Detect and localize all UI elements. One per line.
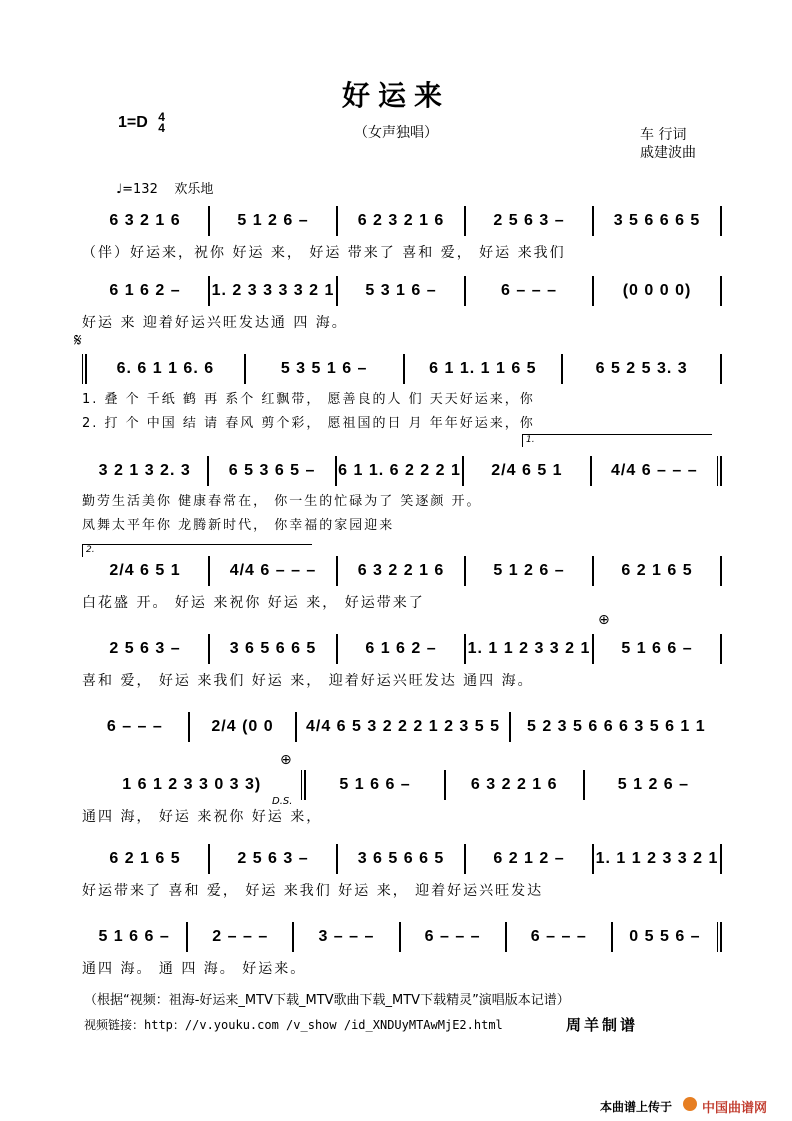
- score-row-10: [82, 924, 722, 950]
- lyric-line: 好运带来了 喜和 爱， 好运 来我们 好运 来， 迎着好运兴旺发达: [82, 883, 544, 899]
- score-row-8: [82, 772, 722, 798]
- lyric-line-verse-1: 勤劳生活美你 健康春常在， 你一生的忙碌为了 笑逐颜 开。: [82, 494, 482, 509]
- measure: 5 2 3 5 6 6 6 3 5 6 1 1: [526, 718, 706, 735]
- composer-credit: 戚建波曲: [640, 145, 696, 161]
- measure: 1. 2 3 3 3 3 2 1: [211, 282, 335, 299]
- credits: [640, 126, 696, 162]
- lyricist-credit: 车 行词: [640, 127, 687, 143]
- score-row-9: [82, 846, 722, 872]
- measure: 6 3 2 2 1 6: [357, 562, 445, 579]
- key-label: 1=D: [118, 114, 148, 132]
- measure: 3 2 1 3 2. 3: [98, 462, 191, 479]
- site-brand-name[interactable]: 中国曲谱网: [702, 1101, 768, 1116]
- song-subtitle: （女声独唱）: [354, 125, 438, 141]
- measure: 4/4 6 – – –: [611, 462, 698, 479]
- measure: 6 3 2 2 1 6: [470, 776, 558, 793]
- dal-segno-mark: D.S.: [272, 796, 293, 807]
- video-link[interactable]: 视频链接：http：//v.youku.com /v_show /id_XNDUyMTAwMjE2.html: [84, 1018, 503, 1032]
- measure: 6 – – –: [106, 718, 163, 735]
- lyric-line: 喜和 爱， 好运 来我们 好运 来， 迎着好运兴旺发达 通四 海。: [82, 673, 534, 689]
- score-row-2: [82, 278, 722, 304]
- measure: 3 6 5 6 6 5: [357, 850, 445, 867]
- measure: 6 1 1. 1 1 6 5: [429, 360, 537, 377]
- measure: 3 6 5 6 6 5: [229, 640, 317, 657]
- measure: 5 1 6 6 –: [339, 776, 411, 793]
- tempo-expression: 欢乐地: [174, 182, 214, 197]
- measure: 5 1 2 6 –: [617, 776, 690, 793]
- measure: 6 5 3 6 5 –: [228, 462, 316, 479]
- measure: 1. 1 1 2 3 3 2 1: [467, 640, 591, 657]
- score-row-5: [82, 558, 722, 584]
- measure: 5 1 2 6 –: [493, 562, 565, 579]
- measure: 6 – – –: [424, 928, 481, 945]
- measure: 6 1 1. 6 2 2 2 1: [338, 462, 461, 479]
- coda-sign: ⊕: [280, 752, 292, 768]
- measure: 3 – – –: [318, 928, 375, 945]
- measure: 6. 6 1 1 6. 6: [116, 360, 215, 377]
- tempo-marking: [116, 178, 213, 197]
- site-logo-icon: [683, 1097, 697, 1111]
- lyric-line-verse-1: 1. 叠 个 千纸 鹤 再 系个 红飘带， 愿善良的人 们 天天好运来，你: [82, 392, 535, 407]
- lyric-line: 白花盛 开。 好运 来祝你 好运 来， 好运带来了: [82, 595, 425, 611]
- measure: 5 1 6 6 –: [98, 928, 170, 945]
- measure: 5 1 6 6 –: [621, 640, 693, 657]
- measure: 5 3 5 1 6 –: [280, 360, 368, 377]
- lyric-line-verse-2: 2. 打 个 中国 结 请 春风 剪个彩， 愿祖国的日 月 年年好运来，你: [82, 416, 535, 431]
- time-signature: 4 4: [158, 110, 165, 135]
- coda-sign: ⊕: [598, 612, 610, 628]
- lyric-line-verse-2: 凤舞太平年你 龙腾新时代， 你幸福的家园迎来: [82, 518, 395, 533]
- measure: 6 1 6 2 –: [365, 640, 437, 657]
- measure: 2/4 6 5 1: [491, 462, 563, 479]
- key-signature: [118, 112, 165, 134]
- score-row-1: [82, 208, 722, 234]
- volta-2-bracket: 2.: [82, 544, 312, 557]
- tempo-value: ♩=132: [116, 182, 158, 197]
- measure: 2/4 (0 0: [211, 718, 274, 735]
- measure: 4/4 6 – – –: [229, 562, 317, 579]
- song-title: 好运来: [341, 79, 450, 112]
- measure: 6 – – –: [530, 928, 587, 945]
- score-row-7: [82, 714, 722, 740]
- measure: 2 5 6 3 –: [237, 850, 309, 867]
- segno-sign: 𝄋: [74, 330, 82, 351]
- measure: 6 2 1 6 5: [621, 562, 693, 579]
- upload-note: 本曲谱上传于: [600, 1100, 673, 1114]
- transcription-source-note: （根据“视频：祖海-好运来_MTV下载_MTV歌曲下载_MTV下载精灵”演唱版本记谱）: [84, 993, 570, 1008]
- lyric-line: （伴）好运来，祝你 好运 来， 好运 带来了 喜和 爱， 好运 来我们: [82, 245, 566, 261]
- measure: 5 3 1 6 –: [365, 282, 437, 299]
- measure: 2 5 6 3 –: [493, 212, 565, 229]
- measure: 1 6 1 2 3 3 0 3 3): [122, 776, 262, 793]
- measure: 6 2 1 6 5: [109, 850, 181, 867]
- measure: 6 2 3 2 1 6: [357, 212, 445, 229]
- measure: 6 3 2 1 6: [109, 212, 181, 229]
- measure: 2 – – –: [212, 928, 269, 945]
- volta-1-bracket: 1.: [522, 434, 712, 447]
- measure: 1. 1 1 2 3 3 2 1: [595, 850, 719, 867]
- score-row-6: [82, 636, 722, 662]
- measure: 6 – – –: [501, 282, 557, 299]
- score-row-4: [82, 458, 722, 484]
- measure: 6 1 6 2 –: [109, 282, 181, 299]
- transcriber-signature: 周羊制谱: [566, 1016, 639, 1034]
- measure: 2/4 6 5 1: [109, 562, 181, 579]
- measure: 5 1 2 6 –: [237, 212, 309, 229]
- measure: (0 0 0 0): [622, 282, 692, 299]
- measure: 2 5 6 3 –: [109, 640, 181, 657]
- lyric-line: 通四 海， 好运 来祝你 好运 来，: [82, 809, 323, 825]
- measure: 3 5 6 6 6 5: [613, 212, 701, 229]
- measure: 6 5 2 5 3. 3: [595, 360, 688, 377]
- measure: 4/4 6 5 3 2 2 2 1 2 3 5 5: [305, 718, 501, 735]
- score-row-3: [82, 356, 722, 382]
- measure: 6 2 1 2 –: [493, 850, 565, 867]
- lyric-line: 通四 海。 通 四 海。 好运来。: [82, 961, 307, 977]
- lyric-line: 好运 来 迎着好运兴旺发达通 四 海。: [82, 315, 348, 331]
- measure: 0 5 5 6 –: [629, 928, 701, 945]
